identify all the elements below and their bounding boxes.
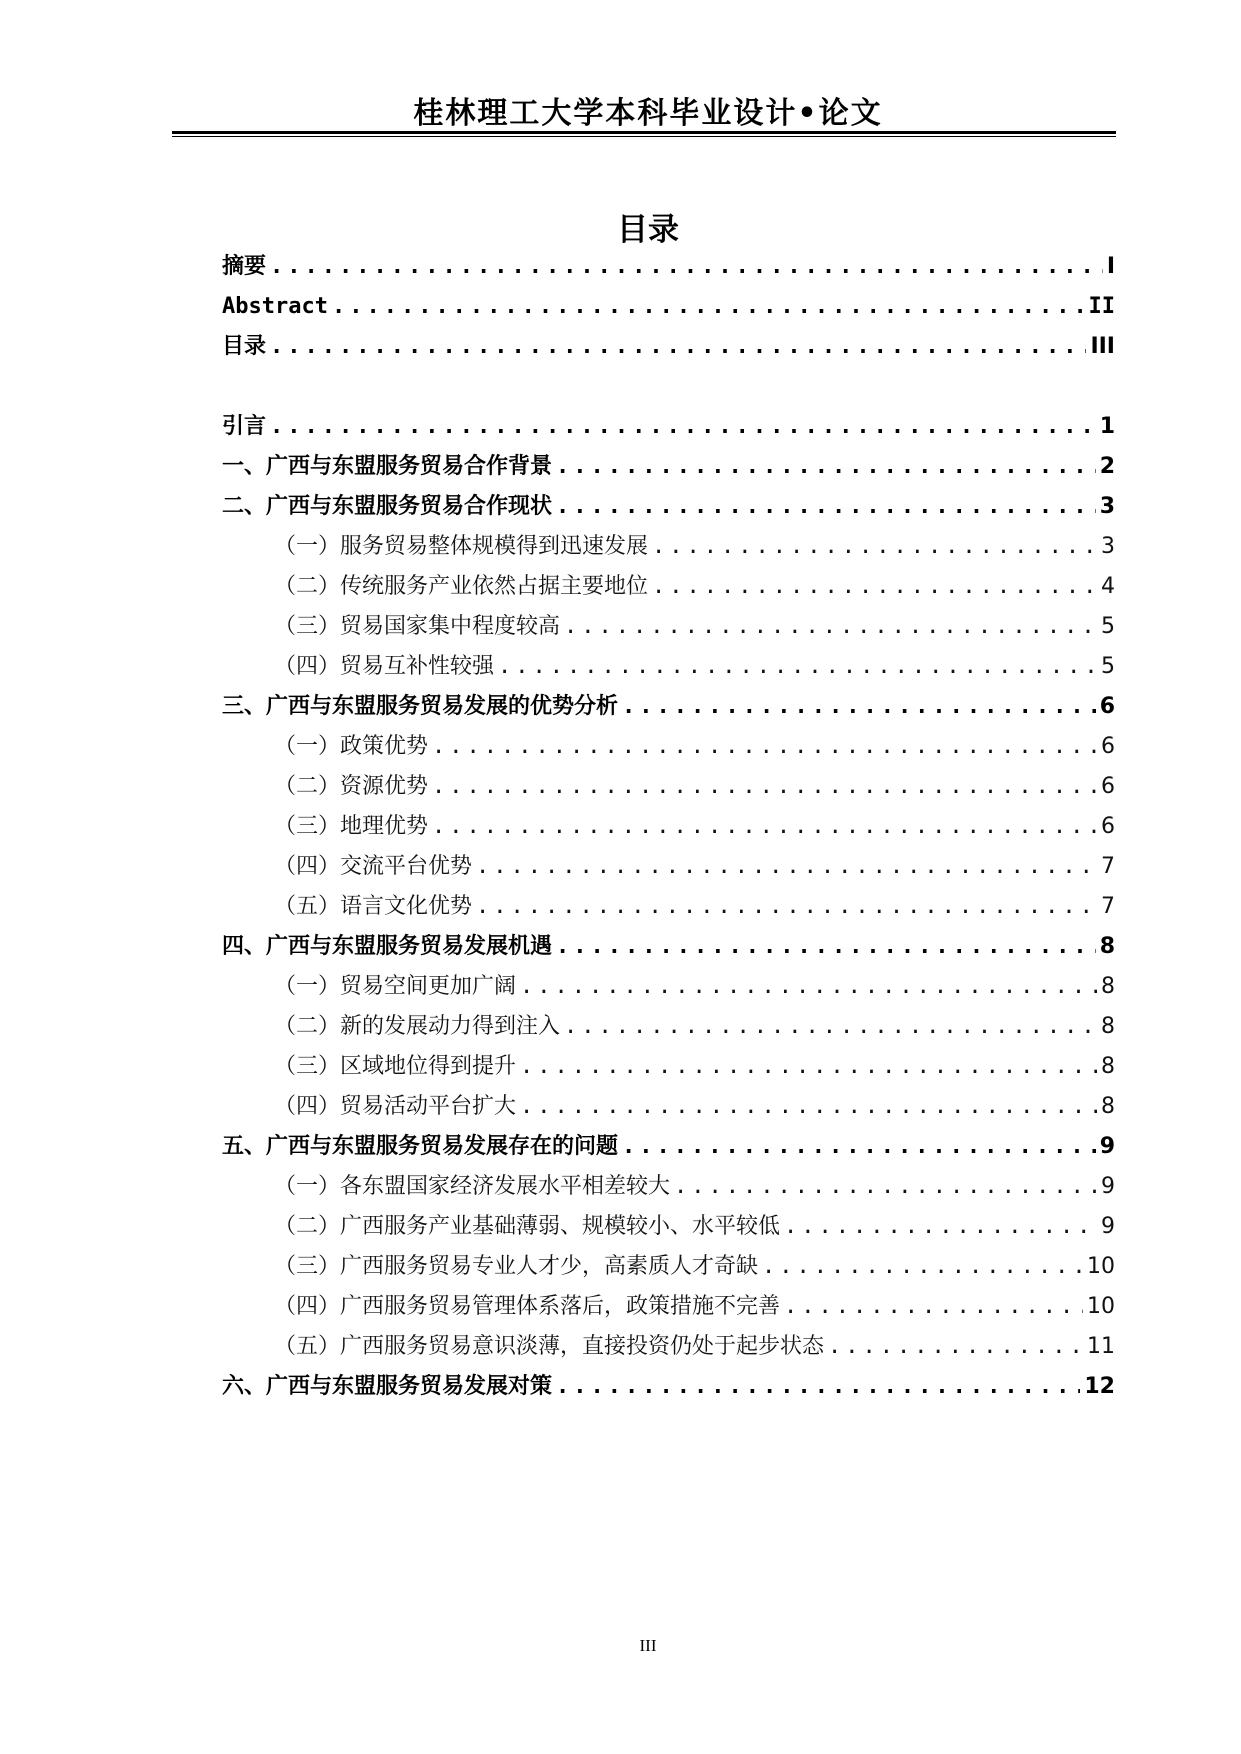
toc-leader-dots	[556, 1372, 1080, 1402]
header-rule-thin	[172, 136, 1116, 137]
toc-leader-dots	[432, 812, 1097, 842]
toc-entry-page: 11	[1087, 1334, 1115, 1359]
toc-entry-section-2-4[interactable]	[274, 652, 1115, 682]
toc-leader-dots	[270, 412, 1096, 442]
toc-entry-page: 3	[1099, 494, 1115, 519]
toc-leader-dots	[520, 972, 1097, 1002]
toc-entry-label: （四）贸易活动平台扩大	[274, 1094, 517, 1119]
toc-entry-label: 摘要	[222, 254, 267, 279]
toc-entry-label: （五）广西服务贸易意识淡薄，直接投资仍处于起步状态	[274, 1334, 825, 1359]
toc-entry-chapter-2[interactable]	[222, 492, 1115, 522]
toc-entry-page: 12	[1084, 1374, 1115, 1399]
toc-entry-label: （二）传统服务产业依然占据主要地位	[274, 574, 649, 599]
toc-leader-dots	[622, 692, 1096, 722]
toc-entry-label: （一）政策优势	[274, 734, 429, 759]
toc-entry-page: 6	[1101, 734, 1115, 759]
toc-entry-chapter-4[interactable]	[222, 932, 1115, 962]
toc-entry-label: （三）区域地位得到提升	[274, 1054, 517, 1079]
toc-entry-page: 8	[1101, 974, 1115, 999]
toc-entry-page: 9	[1099, 1134, 1115, 1159]
toc-entry-label: 四、广西与东盟服务贸易发展机遇	[222, 934, 553, 959]
toc-entry-chapter-6[interactable]	[222, 1372, 1115, 1402]
toc-leader-dots	[432, 772, 1097, 802]
toc-entry-label: 三、广西与东盟服务贸易发展的优势分析	[222, 694, 619, 719]
toc-entry-section-2-3[interactable]	[274, 612, 1115, 642]
toc-entry-section-3-2[interactable]	[274, 772, 1115, 802]
page-header-title: 桂林理工大学本科毕业设计•论文	[413, 96, 883, 131]
toc-entry-label: （二）新的发展动力得到注入	[274, 1014, 561, 1039]
toc-entry-label: （二）资源优势	[274, 774, 429, 799]
toc-entry-page: 10	[1087, 1254, 1115, 1279]
toc-entry-label: （三）贸易国家集中程度较高	[274, 614, 561, 639]
toc-entry-label: 五、广西与东盟服务贸易发展存在的问题	[222, 1134, 619, 1159]
toc-entry-label: （四）贸易互补性较强	[274, 654, 495, 679]
toc-entry-section-4-2[interactable]	[274, 1012, 1115, 1042]
toc-entry-page: 8	[1101, 1094, 1115, 1119]
toc-entry-section-3-3[interactable]	[274, 812, 1115, 842]
footer-page-number: III	[639, 1636, 657, 1655]
toc-leader-dots	[332, 292, 1085, 322]
toc-leader-dots	[520, 1092, 1097, 1122]
toc-leader-dots	[556, 492, 1096, 522]
toc-entry-page: 3	[1101, 534, 1115, 559]
toc-leader-dots	[564, 1012, 1097, 1042]
toc-entry-section-5-1[interactable]	[274, 1172, 1115, 1202]
toc-leader-dots	[556, 452, 1096, 482]
toc-entry-section-3-5[interactable]	[274, 892, 1115, 922]
toc-entry-page: 8	[1101, 1014, 1115, 1039]
toc-leader-dots	[498, 652, 1097, 682]
toc-entry-label: （一）服务贸易整体规模得到迅速发展	[274, 534, 649, 559]
toc-entry-label: （四）广西服务贸易管理体系落后，政策措施不完善	[274, 1294, 781, 1319]
toc-entry-section-5-5[interactable]	[274, 1332, 1115, 1362]
toc-leader-dots	[270, 252, 1103, 282]
toc-leader-dots	[476, 852, 1097, 882]
toc-heading: 目录	[617, 212, 679, 248]
toc-entry-page: 8	[1101, 1054, 1115, 1079]
toc-entry-page: 6	[1099, 694, 1115, 719]
toc-leader-dots	[520, 1052, 1097, 1082]
toc-entry-page: I	[1106, 254, 1115, 279]
toc-entry-label: Abstract	[222, 294, 328, 319]
toc-entry-section-5-2[interactable]	[274, 1212, 1115, 1242]
toc-entry-section-4-4[interactable]	[274, 1092, 1115, 1122]
toc-entry-section-5-4[interactable]	[274, 1292, 1115, 1322]
toc-entry-label: （五）语言文化优势	[274, 894, 473, 919]
toc-leader-dots	[652, 572, 1097, 602]
toc-leader-dots	[622, 1132, 1096, 1162]
toc-leader-dots	[476, 892, 1097, 922]
toc-entry-label: （三）广西服务贸易专业人才少，高素质人才奇缺	[274, 1254, 759, 1279]
toc-entry-page: 6	[1101, 814, 1115, 839]
toc-entry-label: 目录	[222, 334, 267, 359]
toc-entry-page: 9	[1101, 1214, 1115, 1239]
toc-entry-page: III	[1090, 334, 1115, 359]
toc-entry-page: 2	[1099, 454, 1115, 479]
toc-entry-chapter-3[interactable]	[222, 692, 1115, 722]
toc-entry-section-2-1[interactable]	[274, 532, 1115, 562]
toc-entry-page: 7	[1101, 894, 1115, 919]
toc-leader-dots	[556, 932, 1096, 962]
header-rule-thick	[172, 131, 1116, 134]
toc-entry-section-3-1[interactable]	[274, 732, 1115, 762]
toc-entry-page: 5	[1101, 654, 1115, 679]
toc-entry-section-2-2[interactable]	[274, 572, 1115, 602]
toc-entry-page: 10	[1087, 1294, 1115, 1319]
toc-entry-page: 9	[1101, 1174, 1115, 1199]
toc-entry-page: 4	[1101, 574, 1115, 599]
toc-leader-dots	[564, 612, 1097, 642]
toc-entry-label: （二）广西服务产业基础薄弱、规模较小、水平较低	[274, 1214, 781, 1239]
toc-entry-label: 一、广西与东盟服务贸易合作背景	[222, 454, 553, 479]
toc-entry-section-3-4[interactable]	[274, 852, 1115, 882]
toc-entry-page: 5	[1101, 614, 1115, 639]
toc-leader-dots	[270, 332, 1086, 362]
toc-leader-dots	[652, 532, 1097, 562]
toc-entry-section-4-3[interactable]	[274, 1052, 1115, 1082]
toc-entry-page: 1	[1099, 414, 1115, 439]
toc-entry-label: （三）地理优势	[274, 814, 429, 839]
toc-entry-label: （一）贸易空间更加广阔	[274, 974, 517, 999]
toc-entry-introduction[interactable]	[222, 412, 1115, 442]
toc-entry-contents[interactable]	[222, 332, 1115, 362]
toc-entry-label: （一）各东盟国家经济发展水平相差较大	[274, 1174, 671, 1199]
toc-entry-label: 六、广西与东盟服务贸易发展对策	[222, 1374, 553, 1399]
toc-leader-dots	[762, 1252, 1083, 1282]
toc-entry-page: 8	[1099, 934, 1115, 959]
toc-entry-section-5-3[interactable]	[274, 1252, 1115, 1282]
toc-entry-label: 二、广西与东盟服务贸易合作现状	[222, 494, 553, 519]
toc-leader-dots	[784, 1292, 1083, 1322]
toc-entry-section-4-1[interactable]	[274, 972, 1115, 1002]
toc-leader-dots	[828, 1332, 1083, 1362]
toc-entry-chapter-5[interactable]	[222, 1132, 1115, 1162]
toc-entry-page: II	[1088, 294, 1115, 319]
toc-entry-abstract-en[interactable]	[222, 292, 1115, 322]
toc-entry-page: 7	[1101, 854, 1115, 879]
toc-entry-label: 引言	[222, 414, 267, 439]
toc-leader-dots	[784, 1212, 1097, 1242]
toc-entry-page: 6	[1101, 774, 1115, 799]
toc-entry-label: （四）交流平台优势	[274, 854, 473, 879]
toc-leader-dots	[674, 1172, 1097, 1202]
toc-entry-abstract-cn[interactable]	[222, 252, 1115, 282]
toc-leader-dots	[432, 732, 1097, 762]
toc-entry-chapter-1[interactable]	[222, 452, 1115, 482]
